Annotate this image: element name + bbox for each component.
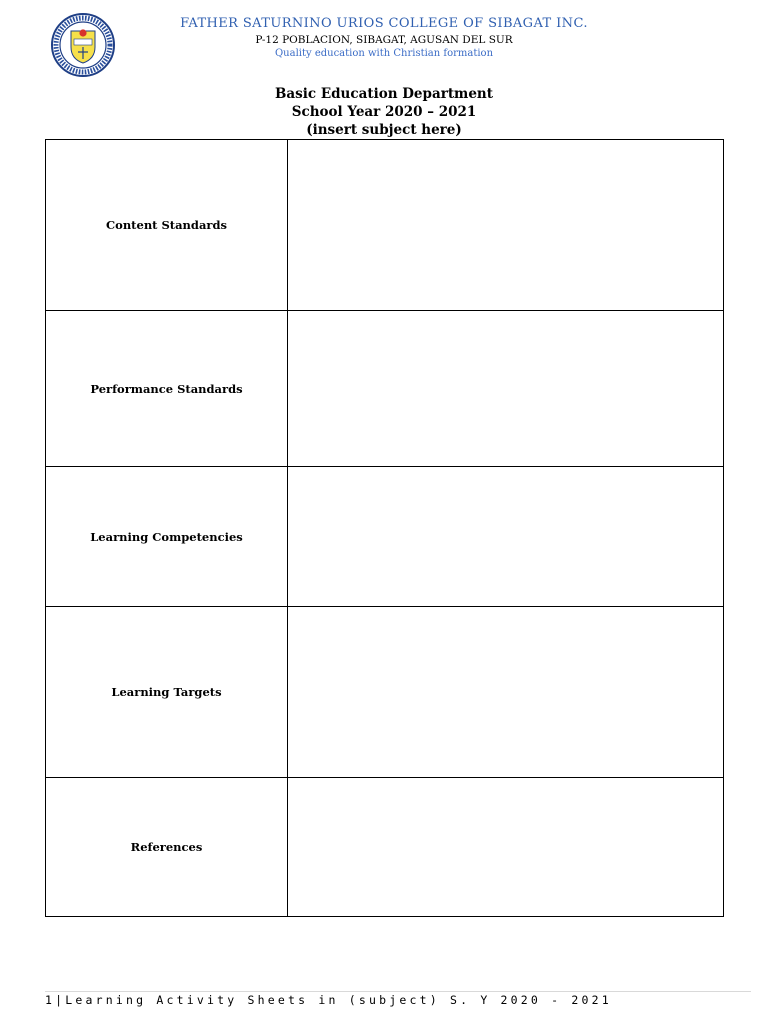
activity-sheet-table xyxy=(45,139,724,917)
references-field[interactable] xyxy=(288,778,724,917)
table-row xyxy=(46,778,724,917)
table-row xyxy=(46,467,724,607)
footer-divider xyxy=(45,991,751,992)
department-title: Basic Education Department xyxy=(275,86,493,102)
school-address: P-12 POBLACION, SIBAGAT, AGUSAN DEL SUR xyxy=(255,34,513,46)
document-title xyxy=(0,85,768,139)
learning-competencies-field[interactable] xyxy=(288,467,724,607)
table-row xyxy=(46,607,724,778)
subject-title: (insert subject here) xyxy=(306,122,462,138)
table-row xyxy=(46,140,724,311)
learning-targets-field[interactable] xyxy=(288,607,724,778)
row-label: Learning Targets xyxy=(46,607,288,778)
row-label: Content Standards xyxy=(46,140,288,311)
letterhead xyxy=(0,15,768,60)
content-standards-field[interactable] xyxy=(288,140,724,311)
page-footer: 1|Learning Activity Sheets in (subject) S. Y 2020 - 2021 xyxy=(45,993,612,1007)
row-label: References xyxy=(46,778,288,917)
table-row xyxy=(46,311,724,467)
performance-standards-field[interactable] xyxy=(288,311,724,467)
row-label: Learning Competencies xyxy=(46,467,288,607)
school-motto: Quality education with Christian formation xyxy=(274,48,494,59)
school-name: FATHER SATURNINO URIOS COLLEGE OF SIBAGAT INC. xyxy=(180,16,588,31)
row-label: Performance Standards xyxy=(46,311,288,467)
school-year-title: School Year 2020 – 2021 xyxy=(291,104,477,120)
